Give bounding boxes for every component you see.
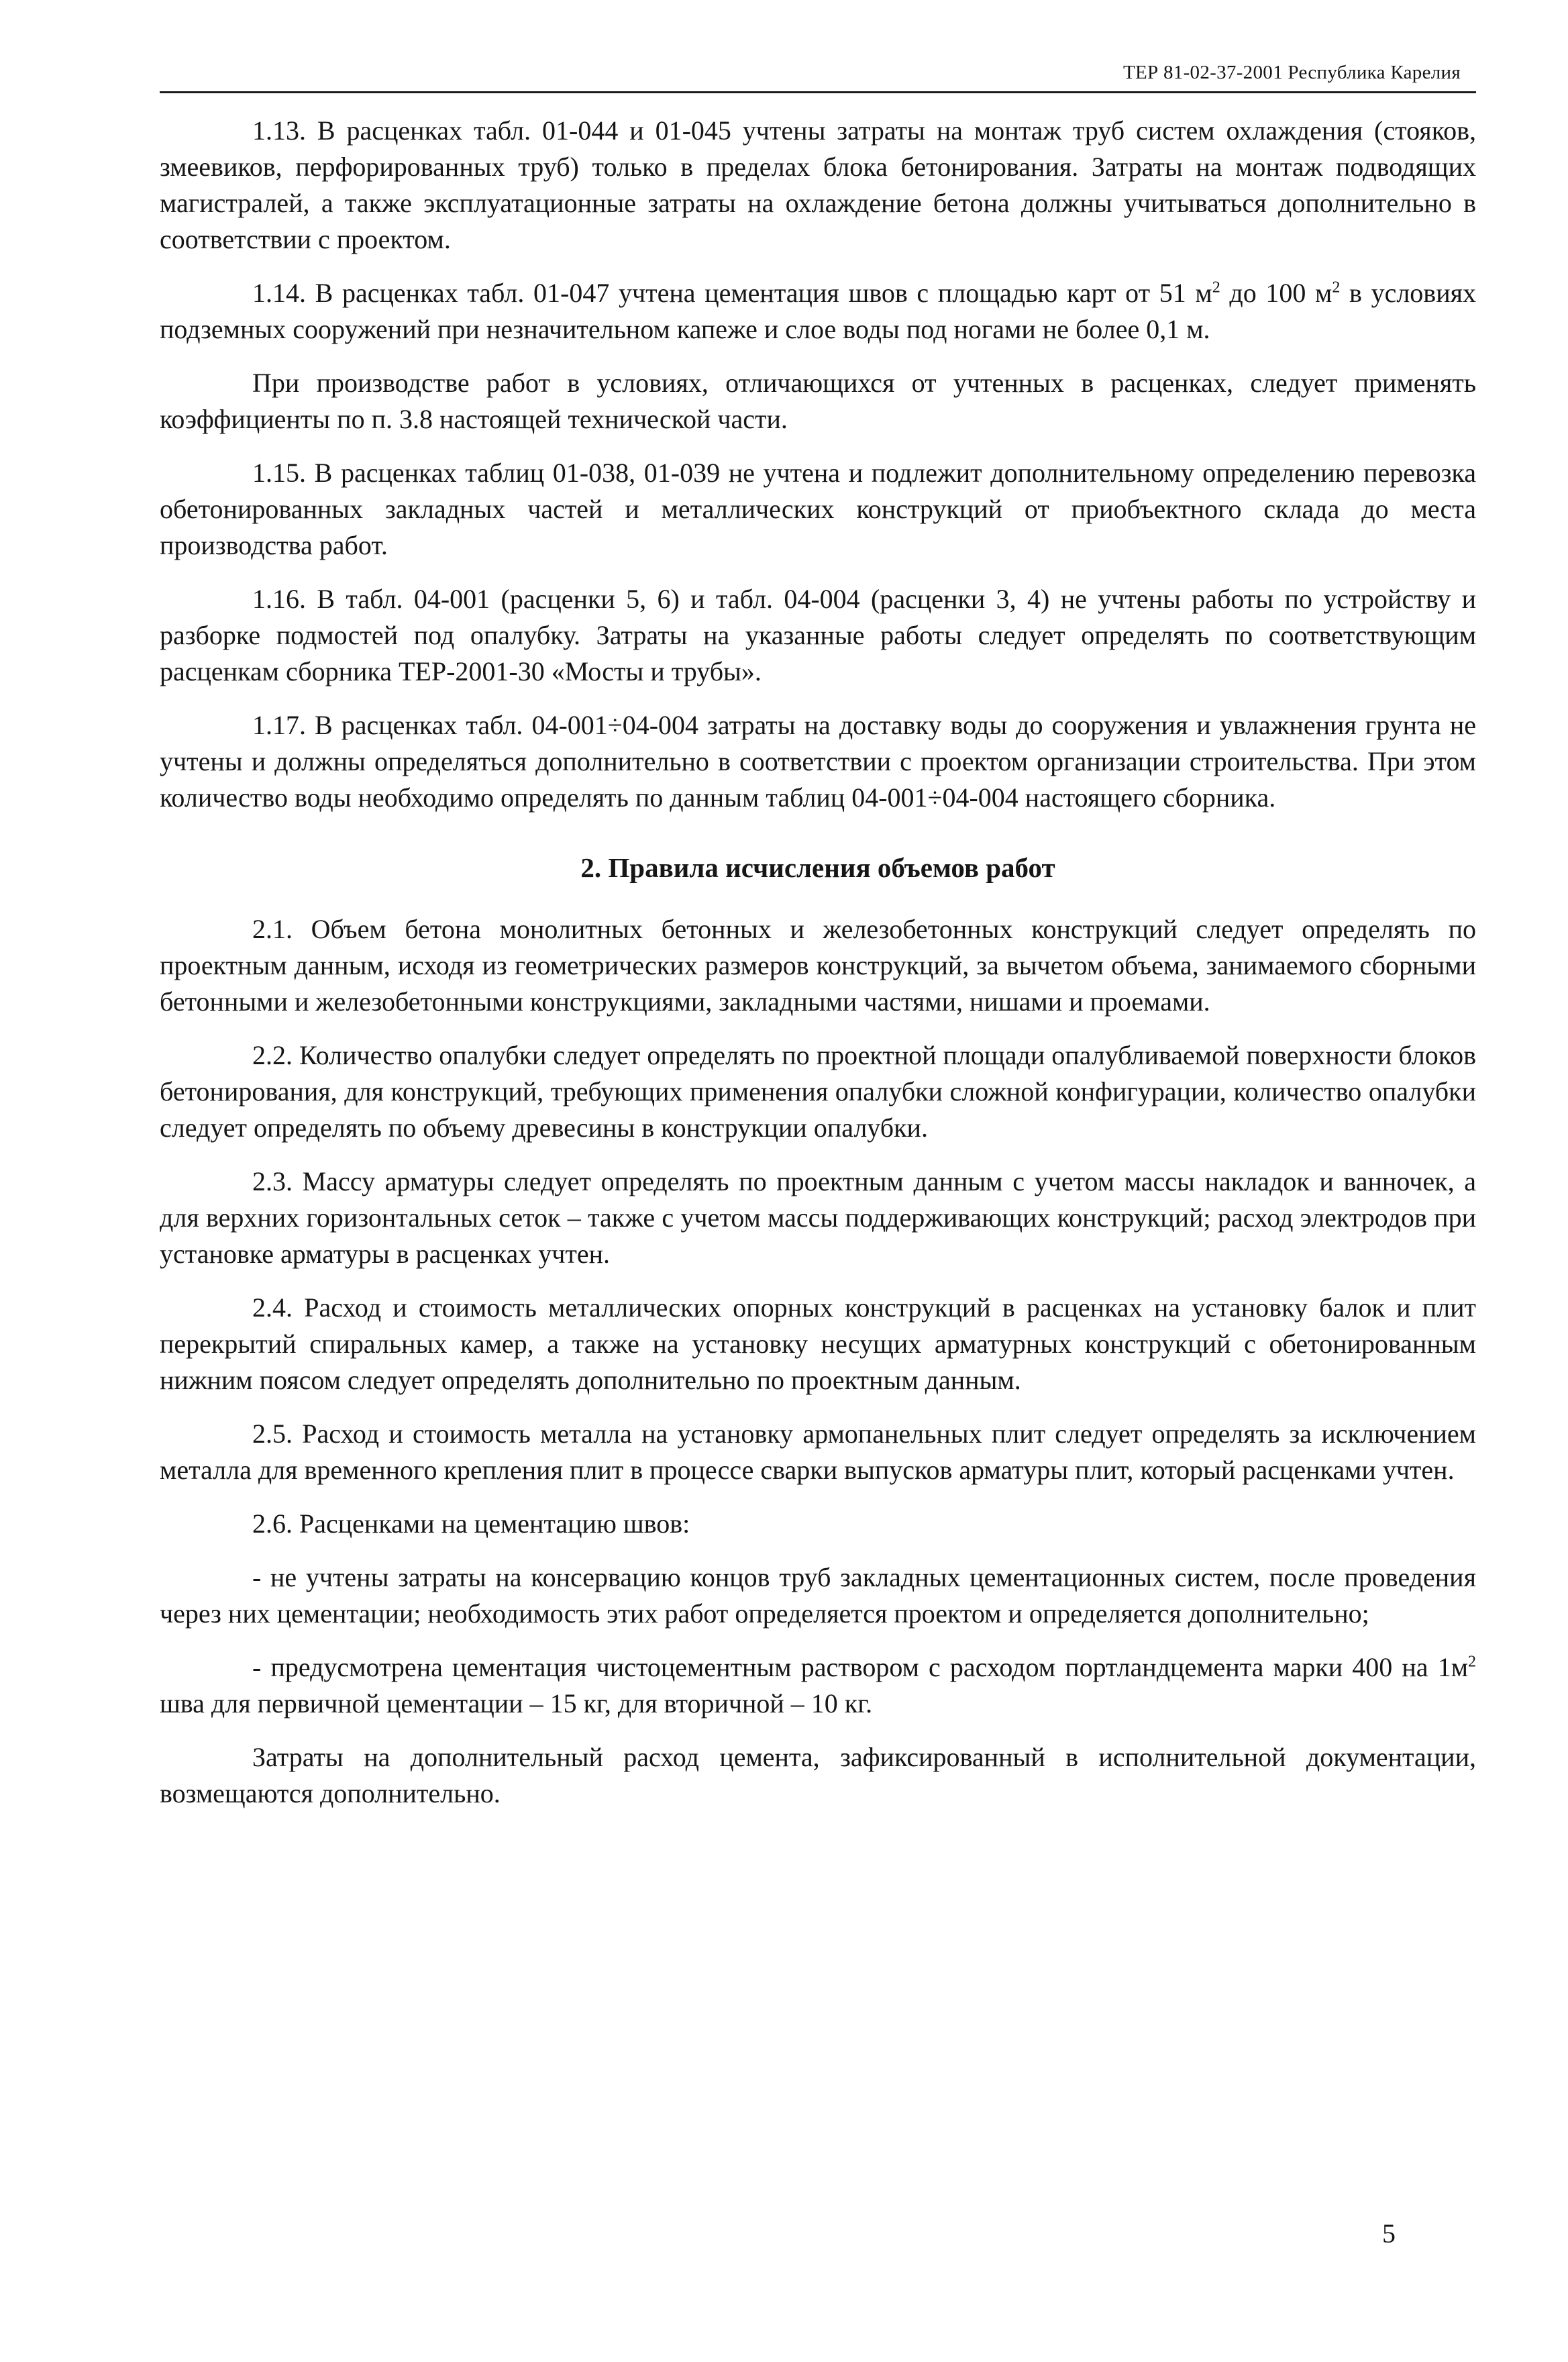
paragraph-1-14-part-c: в условиях подземных сооружений при незначительном капеже и слое воды под ногами не более 0,1 м. [160, 278, 1477, 344]
paragraph-2-6: 2.6. Расценками на цементацию швов: [252, 1508, 690, 1539]
paragraph-1-14-part-a: 1.14. В расценках табл. 01-047 учтена цементация швов с площадью карт от 51 м [252, 278, 1212, 308]
paragraph-1-14 [160, 275, 1476, 348]
paragraph-2-1: 2.1. Объем бетона монолитных бетонных и железобетонных конструкций следует определять по проектным данным, исходя из геометрических размеров конструкций, за вычетом объема, занимаемого сборными бетонными и железобетонными конструкциями, закладными частями, нишами и проемами. [160, 914, 1476, 1017]
running-header: ТЕР 81-02-37-2001 Республика Карелия [1122, 62, 1461, 83]
superscript-2: 2 [1468, 1653, 1476, 1671]
paragraph-2-5: 2.5. Расход и стоимость металла на установку армопанельных плит следует определять за исключением металла для временного крепления плит в процессе сварки выпусков арматуры плит, который расценками учтен. [160, 1419, 1476, 1485]
paragraph-2-4: 2.4. Расход и стоимость металлических опорных конструкций в расценках на установку балок и плит перекрытий спиральных камер, а также на установку несущих арматурных конструкций с обетонированным нижним поясом следует определять дополнительно по проектным данным. [160, 1292, 1476, 1395]
header-rule [160, 91, 1476, 93]
section-heading: 2. Правила исчисления объемов работ [580, 852, 1055, 883]
superscript-2: 2 [1212, 278, 1220, 297]
page-number: 5 [1382, 2218, 1396, 2249]
paragraph-2-6-item-2 [160, 1649, 1476, 1722]
paragraph-2-3: 2.3. Массу арматуры следует определять по проектным данным с учетом массы накладок и ванночек, а для верхних горизонтальных сеток – также с учетом массы поддерживающих конструкций; расход электродов при установке арматуры в расценках учтен. [160, 1166, 1476, 1269]
paragraph-final: Затраты на дополнительный расход цемента, зафиксированный в исполнительной документации, возмещаются дополнительно. [160, 1742, 1476, 1808]
paragraph-2-2: 2.2. Количество опалубки следует определять по проектной площади опалубливаемой поверхности блоков бетонирования, для конструкций, требующих применения опалубки сложной конфигурации, количество опалубки следует определять по объему древесины в конструкции опалубки. [160, 1040, 1476, 1143]
paragraph-1-14-note: При производстве работ в условиях, отличающихся от учтенных в расценках, следует применять коэффициенты по п. 3.8 настоящей технической части. [160, 368, 1476, 434]
document-body [160, 113, 1476, 1829]
superscript-2: 2 [1332, 278, 1341, 297]
paragraph-1-13: 1.13. В расценках табл. 01-044 и 01-045 учтены затраты на монтаж труб систем охлаждения (стояков, змеевиков, перфорированных труб) только в пределах блока бетонирования. Затраты на монтаж подводящих магистралей, а также эксплуатационные затраты на охлаждение бетона должны учитываться дополнительно в соответствии с проектом. [160, 115, 1476, 254]
paragraph-1-16: 1.16. В табл. 04-001 (расценки 5, 6) и табл. 04-004 (расценки 3, 4) не учтены работы по устройству и разборке подмостей под опалубку. Затраты на указанные работы следует определять по соответствующим расценкам сборника ТЕР-2001-30 «Мосты и трубы». [160, 584, 1476, 686]
paragraph-2-6-item-2-part-b: шва для первичной цементации – 15 кг, для вторичной – 10 кг. [160, 1688, 873, 1718]
paragraph-1-14-part-b: до 100 м [1220, 278, 1332, 308]
paragraph-2-6-item-2-part-a: - предусмотрена цементация чистоцементным раствором с расходом портландцемента марки 400 на 1м [252, 1652, 1468, 1682]
paragraph-2-6-item-1: - не учтены затраты на консервацию концов труб закладных цементационных систем, после проведения через них цементации; необходимость этих работ определяется проектом и определяется дополнительно; [160, 1562, 1476, 1629]
paragraph-1-17: 1.17. В расценках табл. 04-001÷04-004 затраты на доставку воды до сооружения и увлажнения грунта не учтены и должны определяться дополнительно в соответствии с проектом организации строительства. При этом количество воды необходимо определять по данным таблиц 04-001÷04-004 настоящего сборника. [160, 710, 1476, 813]
paragraph-1-15: 1.15. В расценках таблиц 01-038, 01-039 не учтена и подлежит дополнительному определению перевозка обетонированных закладных частей и металлических конструкций от приобъектного склада до места производства работ. [160, 458, 1476, 560]
